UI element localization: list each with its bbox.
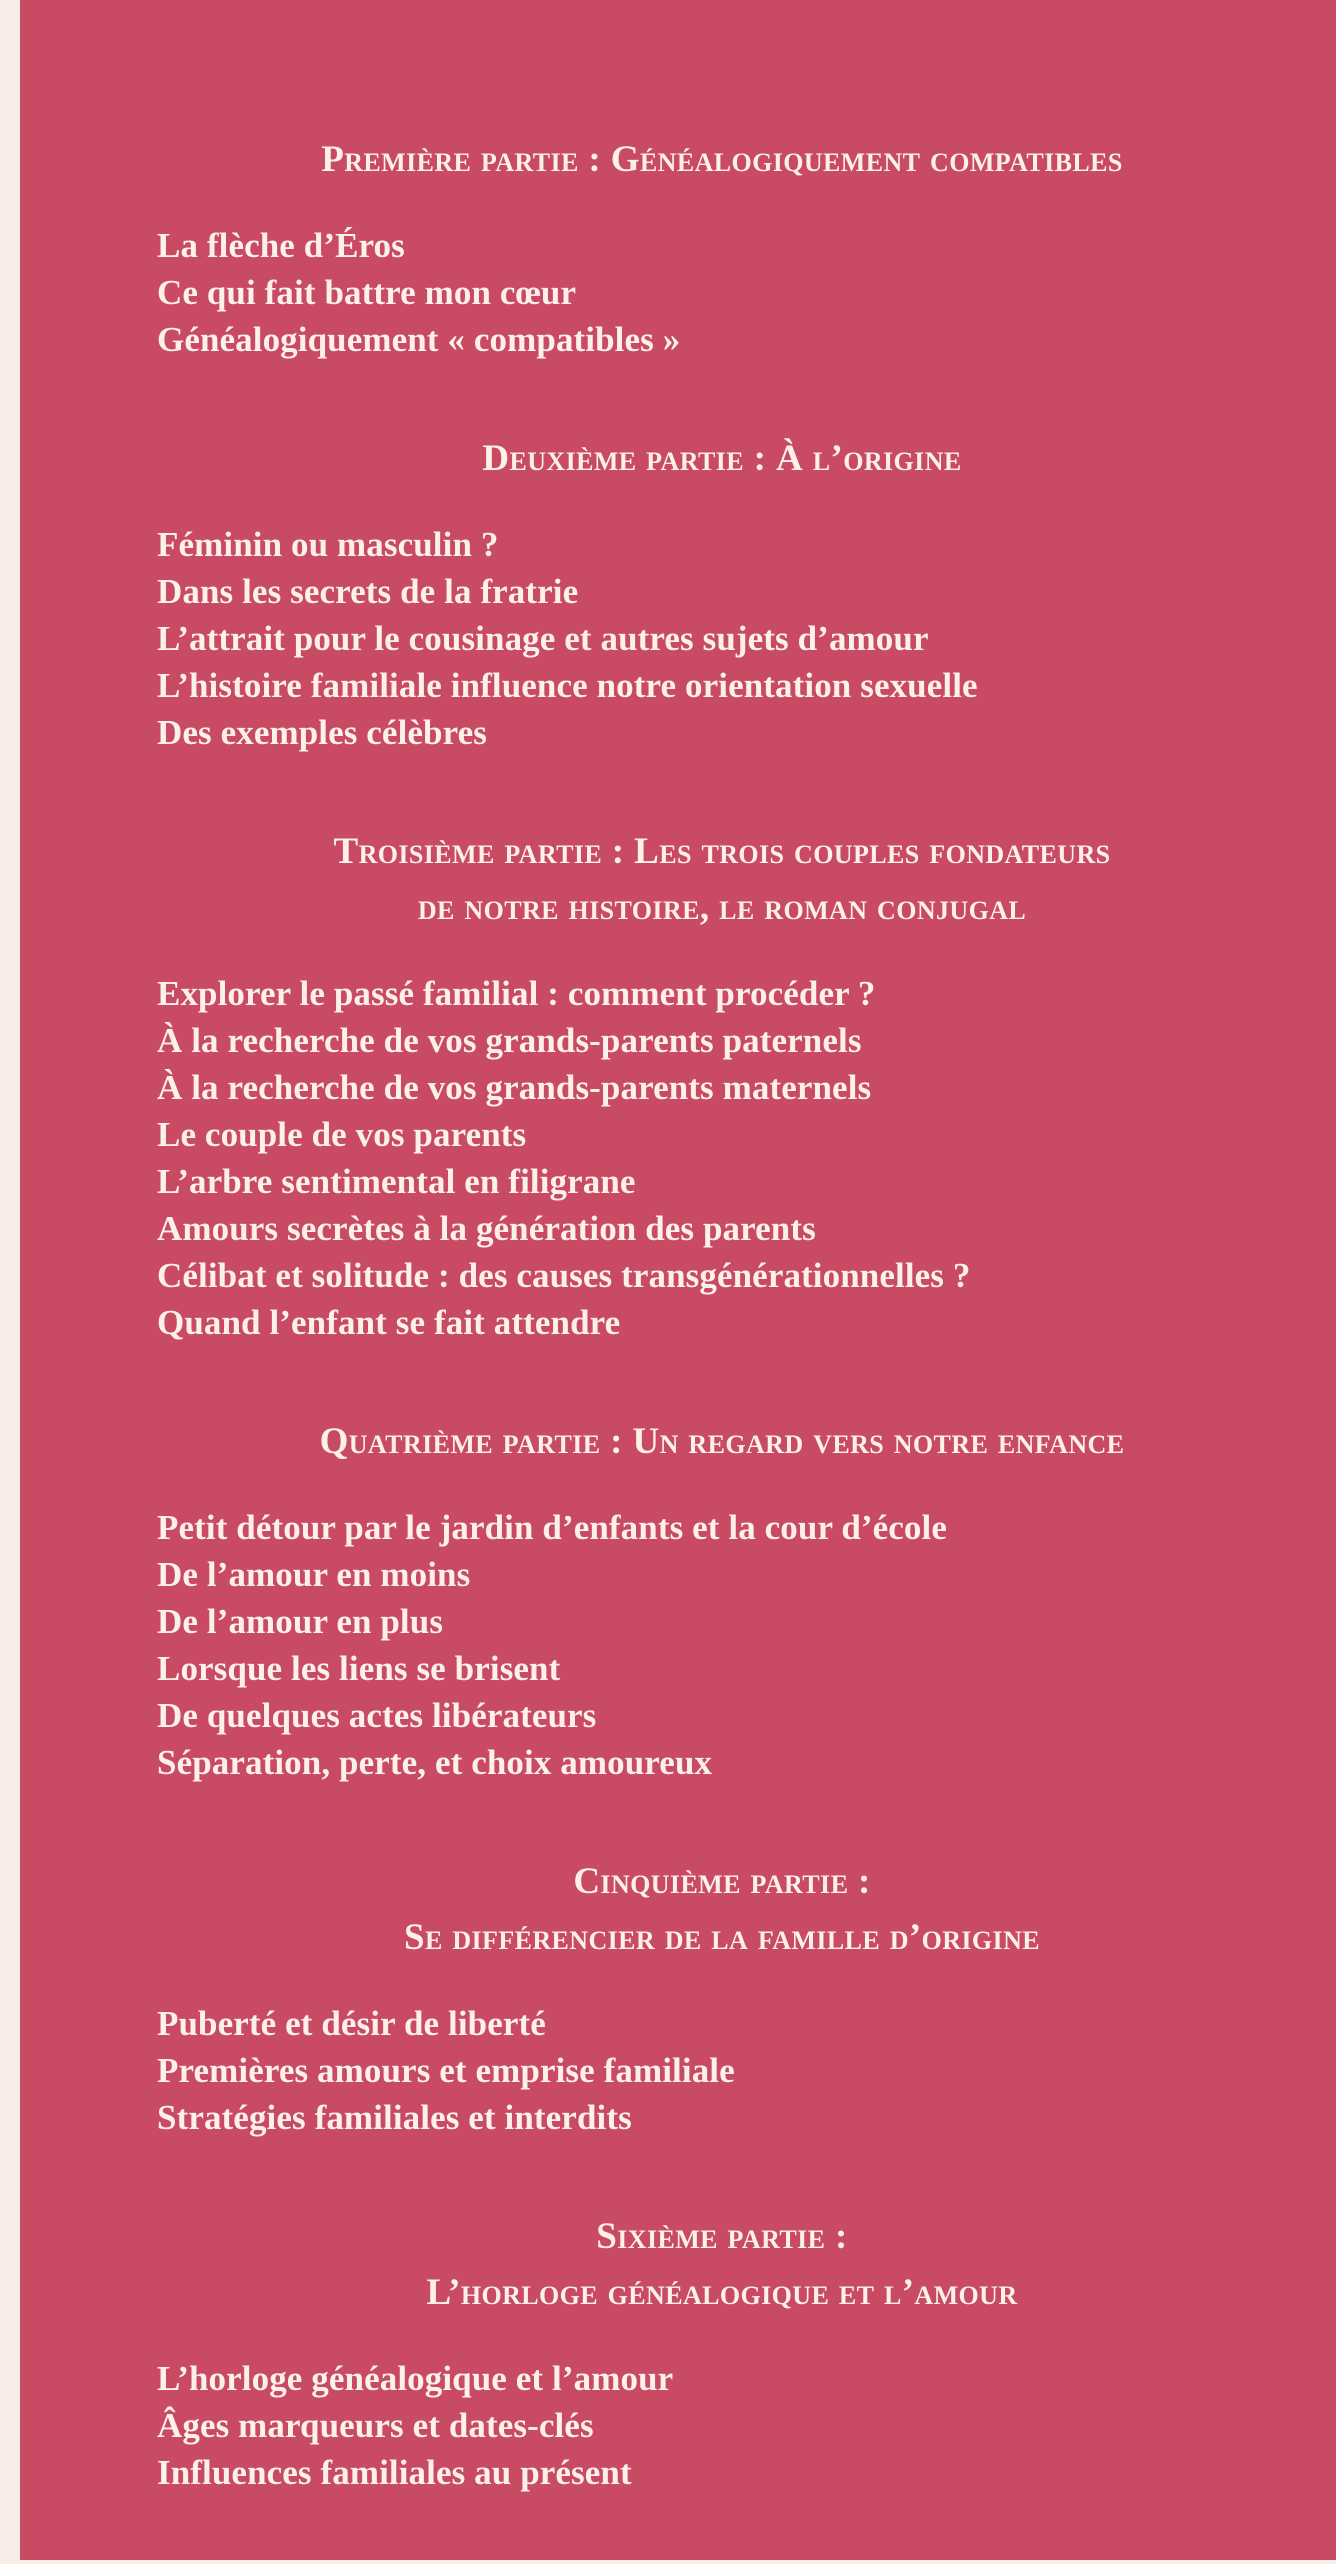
toc-entry: L’horloge généalogique et l’amour [157, 2359, 674, 2398]
section-5 [157, 1854, 1287, 2141]
section-title-line: Cinquième partie : [573, 1861, 871, 1902]
section-4 [157, 1414, 1287, 1786]
table-of-contents [157, 132, 1287, 2564]
section-title-line: Troisième partie : Les trois couples fondateurs [333, 831, 1111, 872]
toc-entry: De l’amour en plus [157, 1602, 444, 1641]
section-title-line: de notre histoire, le roman conjugal [417, 887, 1027, 928]
toc-entry: Petit détour par le jardin d’enfants et la cour d’école [157, 1508, 947, 1547]
toc-entry: Âges marqueurs et dates-clés [157, 2406, 594, 2445]
toc-entry: Amours secrètes à la génération des parents [157, 1209, 816, 1248]
toc-entry: L’histoire familiale influence notre orientation sexuelle [157, 666, 978, 705]
toc-entry: Stratégies familiales et interdits [157, 2098, 632, 2137]
toc-entry: Séparation, perte, et choix amoureux [157, 1743, 713, 1782]
section-title-line: Sixième partie : [596, 2216, 848, 2257]
section-2 [157, 431, 1287, 756]
section-title-line: L’horloge généalogique et l’amour [426, 2272, 1018, 2313]
toc-entry: Célibat et solitude : des causes transgénérationnelles ? [157, 1256, 971, 1295]
toc-entry: Premières amours et emprise familiale [157, 2051, 735, 2090]
toc-entry: À la recherche de vos grands-parents maternels [157, 1068, 872, 1107]
section-1 [157, 132, 1287, 363]
toc-entry: L’arbre sentimental en filigrane [157, 1162, 636, 1201]
section-title [157, 1854, 1287, 1966]
toc-entry: Puberté et désir de liberté [157, 2004, 546, 2043]
toc-entry: L’attrait pour le cousinage et autres sujets d’amour [157, 619, 929, 658]
toc-entry: De l’amour en moins [157, 1555, 471, 1594]
toc-entry: Le couple de vos parents [157, 1115, 527, 1154]
toc-entry: Influences familiales au présent [157, 2453, 632, 2492]
section-entries [157, 222, 1287, 363]
toc-entry: La flèche d’Éros [157, 226, 405, 265]
toc-entry: Quand l’enfant se fait attendre [157, 1303, 621, 1342]
section-6 [157, 2209, 1287, 2496]
section-title [157, 2209, 1287, 2321]
toc-entry: Féminin ou masculin ? [157, 525, 499, 564]
section-title [157, 431, 1287, 487]
section-entries [157, 970, 1287, 1346]
toc-entry: Des exemples célèbres [157, 713, 487, 752]
book-page [20, 0, 1336, 2560]
section-title-line: Deuxième partie : À l’origine [482, 438, 962, 479]
section-3 [157, 824, 1287, 1346]
toc-entry: Lorsque les liens se brisent [157, 1649, 561, 1688]
toc-entry: Généalogiquement « compatibles » [157, 320, 681, 359]
toc-entry: À la recherche de vos grands-parents paternels [157, 1021, 862, 1060]
section-entries [157, 2355, 1287, 2496]
section-title [157, 1414, 1287, 1470]
section-entries [157, 1504, 1287, 1786]
section-title-line: Quatrième partie : Un regard vers notre enfance [319, 1421, 1125, 1462]
section-title-line: Première partie : Généalogiquement compatibles [321, 139, 1123, 180]
toc-entry: De quelques actes libérateurs [157, 1696, 597, 1735]
section-entries [157, 2000, 1287, 2141]
section-title-line: Se différencier de la famille d’origine [403, 1917, 1040, 1958]
toc-entry: Dans les secrets de la fratrie [157, 572, 579, 611]
toc-entry: Ce qui fait battre mon cœur [157, 273, 577, 312]
toc-entry: Explorer le passé familial : comment procéder ? [157, 974, 876, 1013]
section-entries [157, 521, 1287, 756]
section-title [157, 824, 1287, 936]
section-title [157, 132, 1287, 188]
